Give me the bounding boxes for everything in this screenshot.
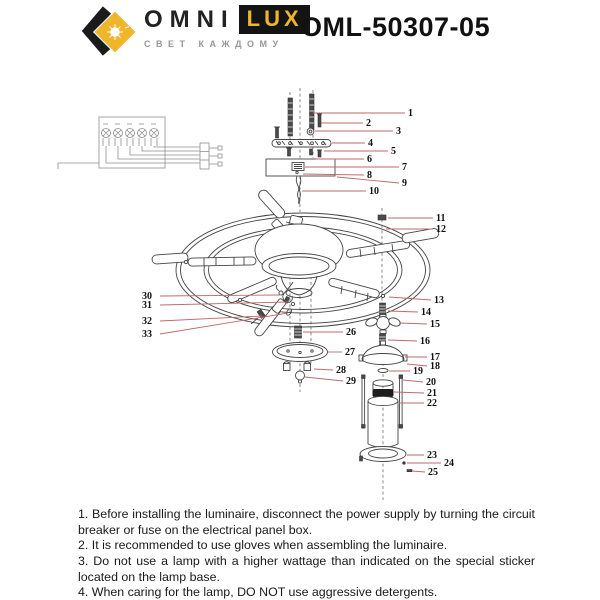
part-number-10: 10 bbox=[369, 186, 379, 197]
part-number-28: 28 bbox=[336, 365, 346, 376]
finial-parts bbox=[273, 326, 328, 383]
leader-line-25 bbox=[412, 471, 425, 472]
instruction-item-4: 4. When caring for the lamp, DO NOT use aggressive detergents. bbox=[78, 585, 438, 600]
leader-line-13 bbox=[389, 297, 431, 300]
part-number-13: 13 bbox=[434, 295, 444, 306]
part-number-23: 23 bbox=[427, 450, 437, 461]
leader-line-20 bbox=[403, 380, 423, 382]
part-number-16: 16 bbox=[420, 336, 430, 347]
wheel-spoke-bottom-right bbox=[328, 277, 380, 301]
part-number-21: 21 bbox=[427, 388, 437, 399]
leader-line-15 bbox=[399, 323, 427, 324]
part-number-26: 26 bbox=[346, 327, 356, 338]
instructions-block bbox=[78, 507, 535, 600]
part-number-31: 31 bbox=[142, 300, 152, 311]
instruction-item-1: 1. Before installing the luminaire, disconnect the power supply by turning the circuit breaker or fuse on the electrical panel box. bbox=[78, 507, 535, 537]
part-number-7: 7 bbox=[402, 162, 407, 173]
logo-omni-text: OMNI bbox=[144, 5, 235, 33]
wiring-schematic bbox=[58, 117, 222, 169]
instruction-item-2: 2. It is recommended to use gloves when assembling the luminaire. bbox=[78, 538, 448, 553]
wheel-handle-left bbox=[152, 253, 256, 266]
part-number-11: 11 bbox=[436, 213, 446, 224]
part-number-24: 24 bbox=[444, 458, 454, 469]
part-number-27: 27 bbox=[345, 347, 355, 358]
part-number-14: 14 bbox=[421, 307, 431, 318]
part-number-30: 30 bbox=[142, 291, 152, 302]
part-number-33: 33 bbox=[142, 329, 152, 340]
logo-tagline: СВЕТ КАЖДОМУ bbox=[144, 39, 284, 49]
part-number-25: 25 bbox=[428, 467, 438, 478]
model-number: OML-50307-05 bbox=[301, 12, 491, 42]
part-number-29: 29 bbox=[346, 376, 356, 387]
instruction-item-3: 3. Do not use a lamp with a higher wattage than indicated on the special sticker located on the lamp base. bbox=[78, 553, 535, 584]
leader-line-28 bbox=[314, 369, 333, 370]
leader-line-31 bbox=[160, 302, 289, 305]
leader-line-16 bbox=[388, 340, 417, 341]
leader-line-29 bbox=[305, 377, 343, 381]
leader-line-14 bbox=[388, 311, 418, 312]
wheel-handle-bottom-left bbox=[227, 276, 287, 337]
part-number-4: 4 bbox=[368, 138, 373, 149]
ship-wheel bbox=[152, 188, 440, 338]
part-number-15: 15 bbox=[430, 319, 440, 330]
part-number-22: 22 bbox=[427, 398, 437, 409]
part-number-2: 2 bbox=[366, 118, 371, 129]
part-number-20: 20 bbox=[426, 377, 436, 388]
part-number-1: 1 bbox=[408, 108, 413, 119]
logo-lux-text: LUX bbox=[239, 5, 310, 34]
part-number-8: 8 bbox=[367, 170, 372, 181]
part-number-17: 17 bbox=[430, 352, 440, 363]
part-number-5: 5 bbox=[391, 146, 396, 157]
leader-line-21 bbox=[394, 392, 424, 393]
part-number-6: 6 bbox=[367, 154, 372, 165]
part-number-32: 32 bbox=[142, 316, 152, 327]
part-number-18: 18 bbox=[430, 361, 440, 372]
mounting-hardware bbox=[266, 94, 335, 204]
leader-line-30 bbox=[160, 295, 281, 296]
wheel-handle-right bbox=[346, 228, 440, 258]
part-number-9: 9 bbox=[402, 178, 407, 189]
part-number-12: 12 bbox=[436, 224, 446, 235]
leader-line-32 bbox=[160, 316, 262, 321]
part-number-3: 3 bbox=[396, 126, 401, 137]
part-number-19: 19 bbox=[413, 366, 423, 377]
